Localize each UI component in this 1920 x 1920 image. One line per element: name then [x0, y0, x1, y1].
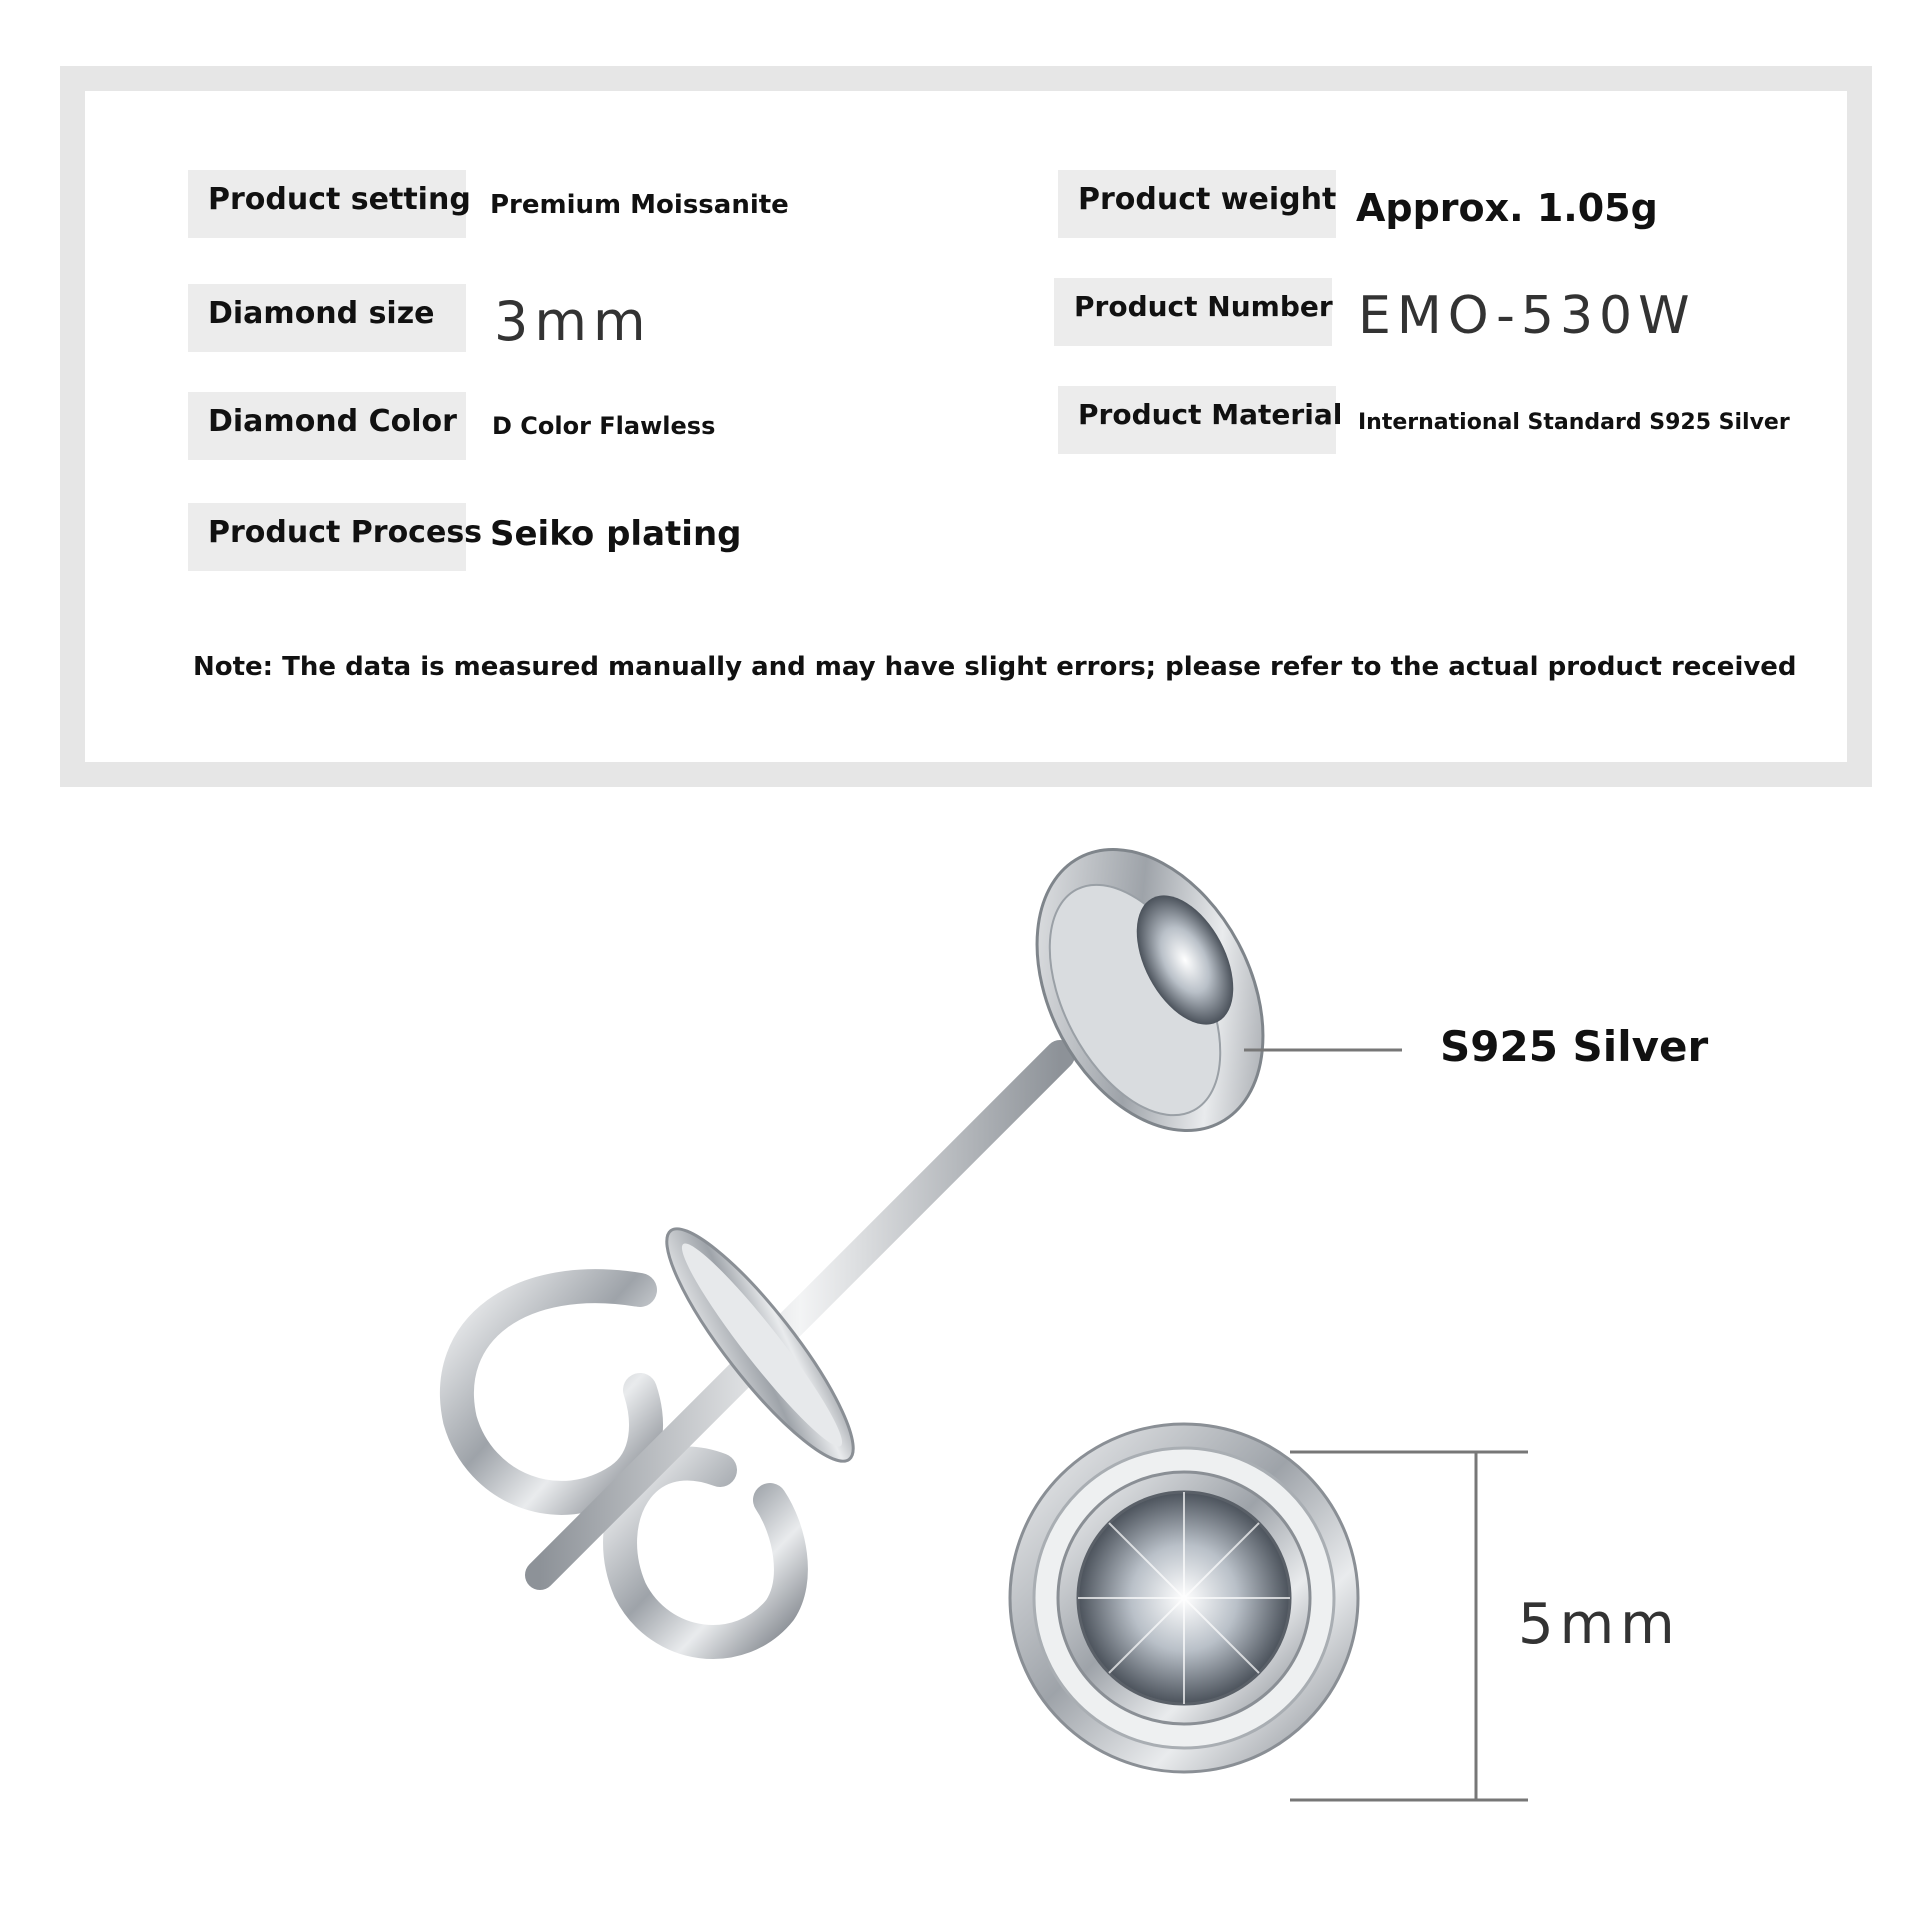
- label-diamond-size: Diamond size: [188, 284, 466, 352]
- label-product-setting: Product setting: [188, 170, 466, 238]
- value-product-material: International Standard S925 Silver: [1358, 410, 1790, 435]
- value-diamond-color: D Color Flawless: [492, 412, 716, 440]
- bezel-side-view: [991, 811, 1308, 1170]
- label-product-weight: Product weight: [1058, 170, 1336, 238]
- value-diamond-size: 3mm: [494, 290, 652, 353]
- value-product-weight: Approx. 1.05g: [1356, 186, 1658, 230]
- value-product-setting: Premium Moissanite: [490, 190, 789, 220]
- label-product-process: Product Process: [188, 503, 466, 571]
- earring-illustration: [0, 800, 1920, 1920]
- earring-post: [540, 1055, 1060, 1575]
- value-product-number: EMO-530W: [1358, 286, 1696, 346]
- value-product-process: Seiko plating: [490, 514, 742, 554]
- label-product-material: Product Material: [1058, 386, 1336, 454]
- measurement-note: Note: The data is measured manually and may have slight errors; please refer to the actual product received: [193, 652, 1797, 682]
- dimension-label: 5mm: [1518, 1592, 1681, 1657]
- material-callout-label: S925 Silver: [1440, 1022, 1709, 1071]
- label-diamond-color: Diamond Color: [188, 392, 466, 460]
- label-product-number: Product Number: [1054, 278, 1332, 346]
- earring-front-view: [1010, 1424, 1358, 1772]
